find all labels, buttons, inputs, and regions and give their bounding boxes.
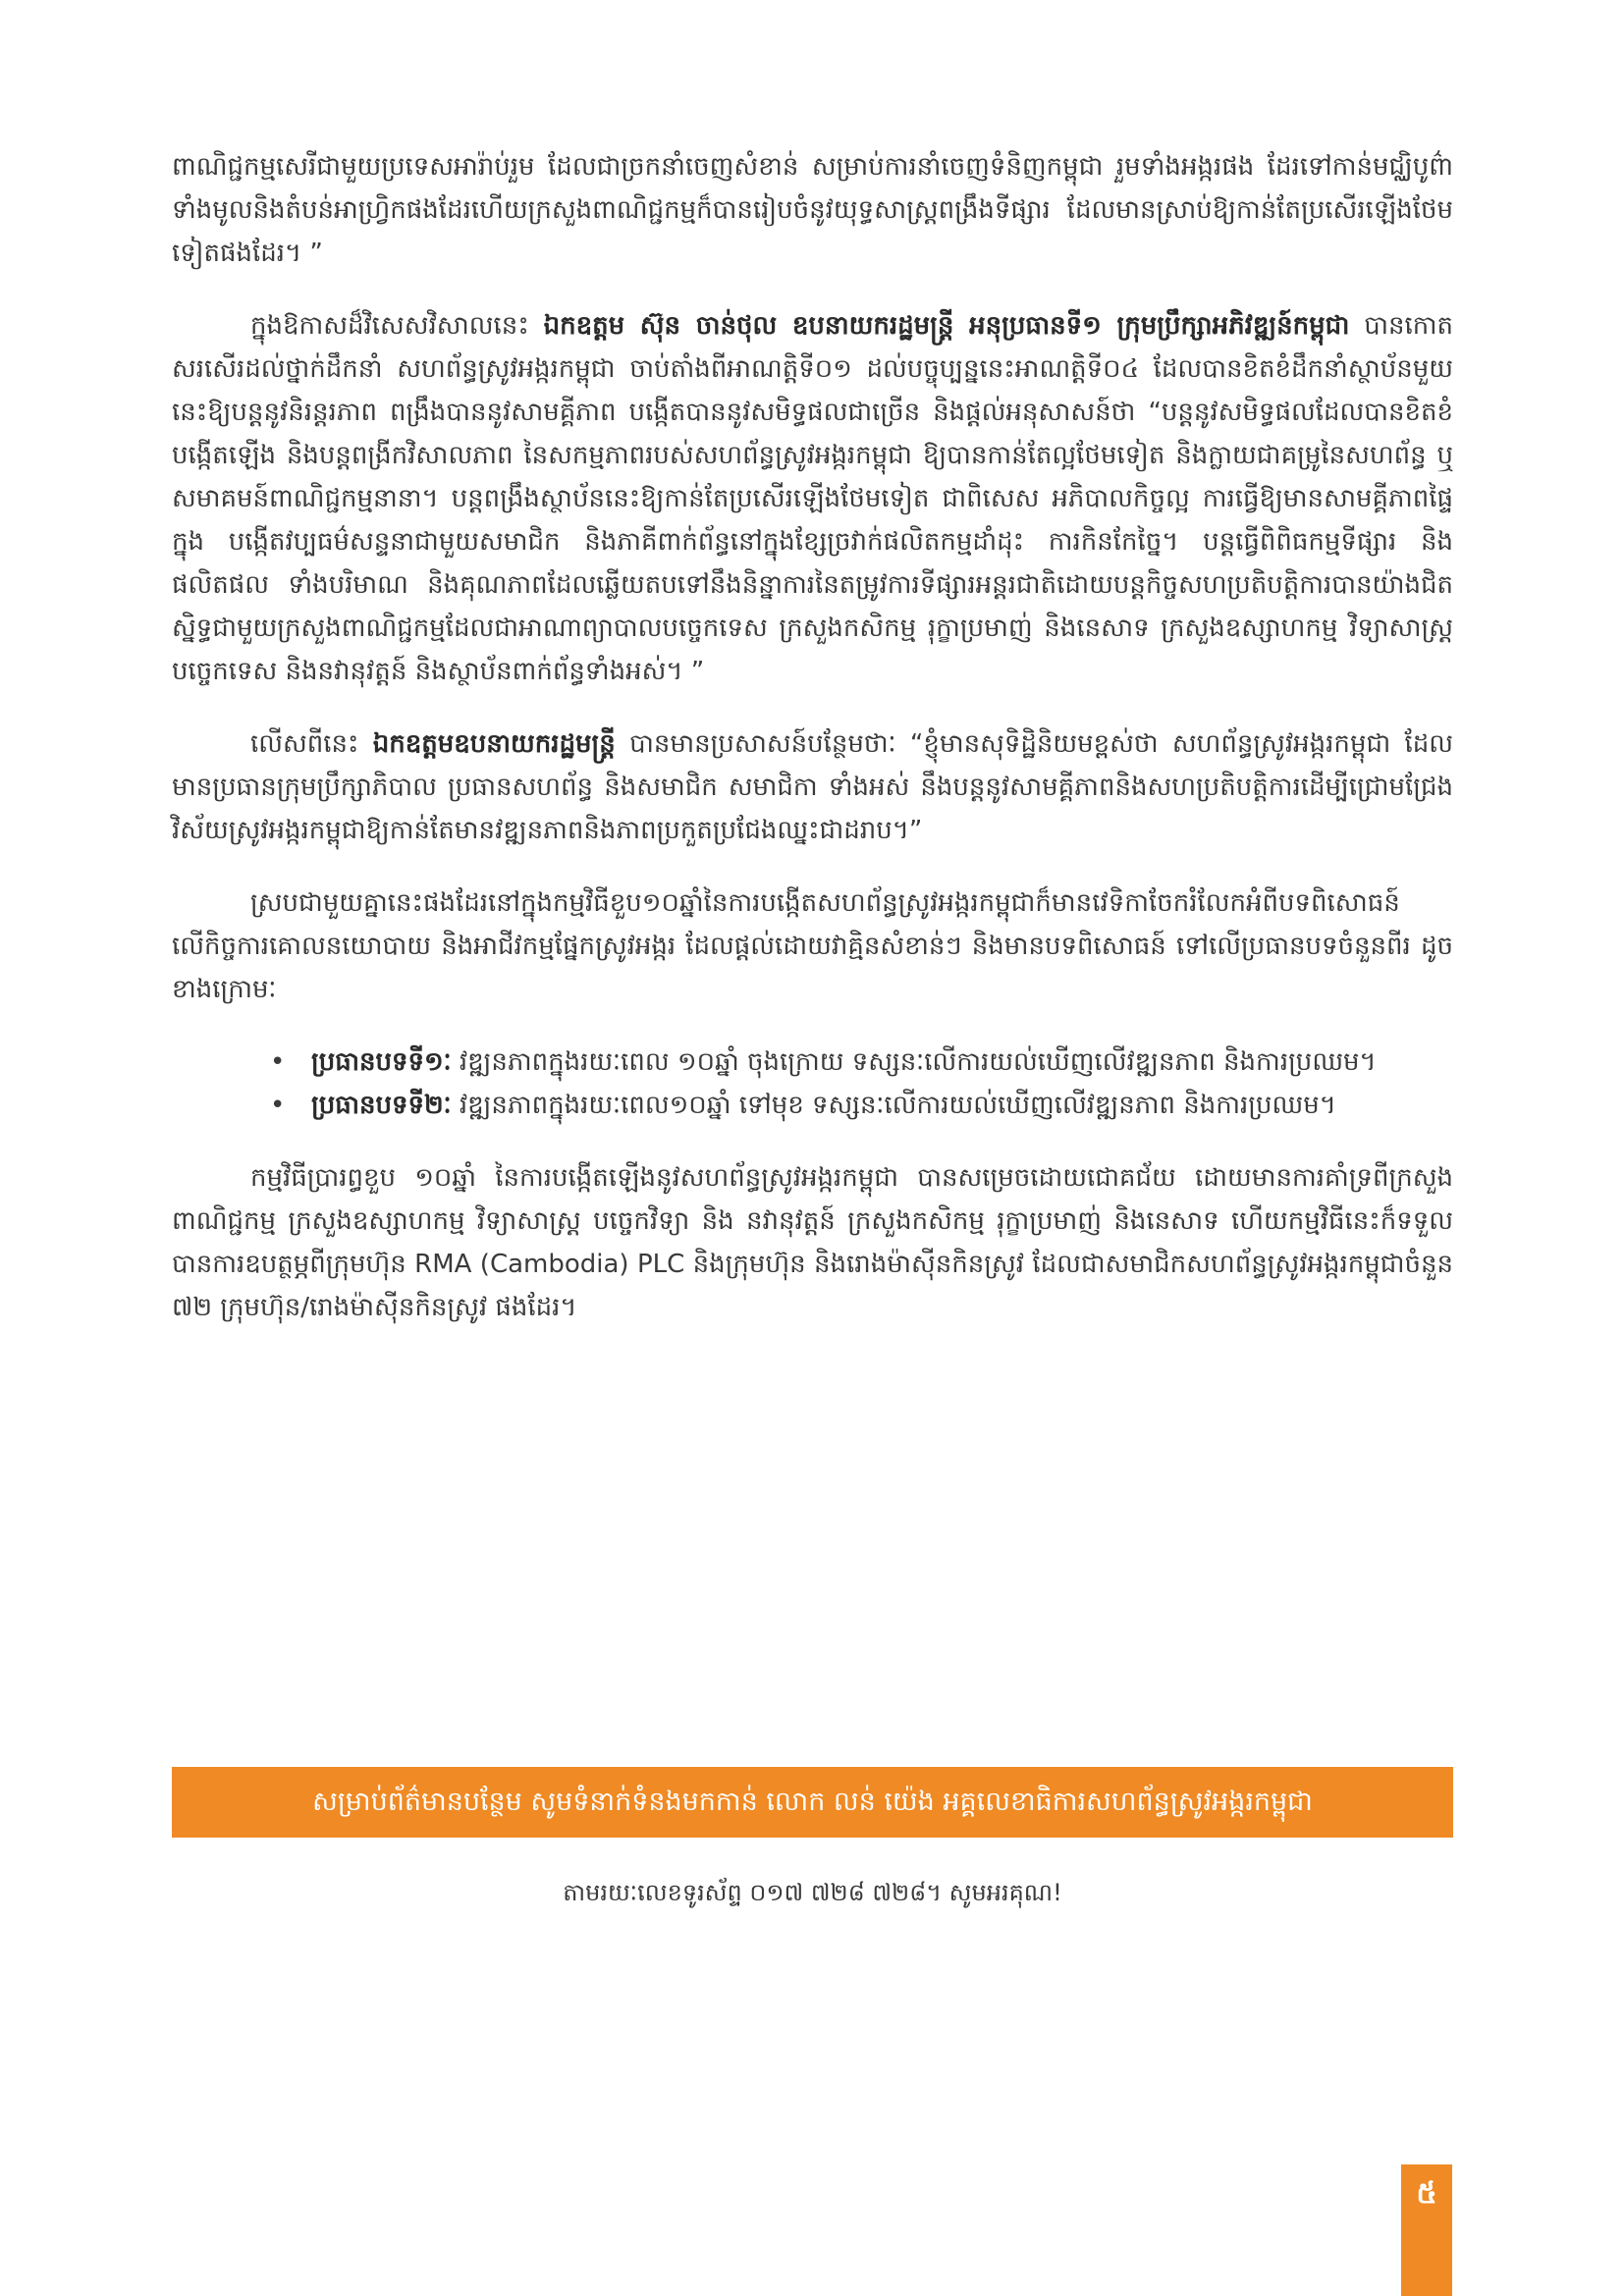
speaker-title: ឯកឧត្តមឧបនាយករដ្ឋមន្ត្រី [372,729,616,759]
article-body [172,145,1453,1359]
paragraph-text: បានកោតសរសើរដល់ថ្នាក់ដឹកនាំ សហព័ន្ធស្រូវអង្ករកម្ពុជា ចាប់តាំងពីអាណត្តិទី០១ ដល់បច្ចុប្បន្ននេះអាណត្តិទី០៤ ដែលបានខិតខំដឹកនាំស្ថាប័នមួយនេះឱ្យបន្តនូវនិរន្តរភាព ពង្រឹងបាននូវសាមគ្គីភាព បង្កើតបាននូវសមិទ្ធផលជាច្រើន និងផ្តល់អនុសាសន៍ថា “បន្តនូវសមិទ្ធផលដែលបានខិតខំបង្កើតឡើង និងបន្តពង្រីកវិសាលភាព នៃសកម្មភាពរបស់សហព័ន្ធស្រូវអង្ករកម្ពុជា ឱ្យបានកាន់តែល្អថែមទៀត និងក្លាយជាគម្រូនៃសហព័ន្ធ ឬសមាគមន៍ពាណិជ្ជកម្មនានា។ បន្តពង្រឹងស្ថាប័ននេះឱ្យកាន់តែប្រសើរឡើងថែមទៀត ជាពិសេស អភិបាលកិច្ចល្អ ការធ្វើឱ្យមានសាមគ្គីភាពផ្ទៃក្នុង បង្កើតវប្បធម៌សន្ទនាជាមួយសមាជិក និងភាគីពាក់ព័ន្ធនៅក្នុងខ្សែច្រវាក់ផលិតកម្មដាំដុះ ការកិនកែច្នៃ។ បន្តធ្វើពិពិធកម្មទីផ្សារ និងផលិតផល ទាំងបរិមាណ និងគុណភាពដែលឆ្លើយតបទៅនឹងនិន្នាការនៃតម្រូវការទីផ្សារអន្តរជាតិដោយបន្តកិច្ចសហប្រតិបត្តិការបានយ៉ាងជិតស្និទ្ធជាមួយក្រសួងពាណិជ្ជកម្មដែលជាអាណាព្យាបាលបច្ចេកទេស ក្រសួងកសិកម្ម រុក្ខាប្រមាញ់ និងនេសាទ ក្រសួងឧស្សាហកម្ម វិទ្យាសាស្ត្រ បច្ចេកទេស និងនវានុវត្តន៍ និងស្ថាប័នពាក់ព័ន្ធទាំងអស់។ ” [172,311,1453,686]
speaker-title: ឯកឧត្តម ស៊ុន ចាន់ថុល ឧបនាយករដ្ឋមន្ត្រី អនុប្រធានទី១ ក្រុមប្រឹក្សាអភិវឌ្ឍន៍កម្ពុជា [543,311,1350,341]
paragraph-forum-intro [172,881,1453,1011]
paragraph-intro: លើសពីនេះ [250,729,373,759]
footer-text: តាមរយៈលេខទូរស័ព្ទ ០១៧ ៧២៨ ៧២៨។ សូមអរគុណ! [563,1879,1062,1906]
paragraph-intro: ក្នុងឱកាសដ៏វិសេសវិសាលនេះ [250,311,544,341]
paragraph-deputy-pm-praise [172,304,1453,693]
list-item [172,1041,1453,1084]
page-number: ៥ [1401,2164,1452,2296]
topic-text: វឌ្ឍនភាពក្នុងរយៈពេល១០ឆ្នាំ ទៅមុខ ទស្សនៈលើការយល់ឃើញលើវឌ្ឍនភាព និងការប្រឈម។ [451,1091,1336,1120]
paragraph-text: ពាណិជ្ជកម្មសេរីជាមួយប្រទេសអារ៉ាប់រួម ដែលជាច្រកនាំចេញសំខាន់ សម្រាប់ការនាំចេញទំនិញកម្ពុជា រួមទាំងអង្ករផង ដែរទៅកាន់មជ្ឈិបូព៌ាទាំងមូលនិងតំបន់អាហ្វ្រិកផងដែរហើយក្រសួងពាណិជ្ជកម្មក៏បានរៀបចំនូវយុទ្ធសាស្រ្តពង្រឹងទីផ្សារ ដែលមានស្រាប់ឱ្យកាន់តែប្រសើរឡើងថែមទៀតផងដែរ។ ” [172,152,1453,268]
paragraph-trade-agreement [172,145,1453,275]
paragraph-optimism-quote [172,722,1453,852]
topics-list [172,1041,1453,1127]
bullet-marker: • [270,1091,286,1120]
paragraph-text: ស្របជាមួយគ្នានេះផងដែរនៅក្នុងកម្មវិធីខួប១០ឆ្នាំនៃការបង្កើតសហព័ន្ធស្រូវអង្ករកម្ពុជាក៏មានវេទិកាចែករំលែកអំពីបទពិសោធន៍លើកិច្ចការគោលនយោបាយ និងអាជីវកម្មផ្នែកស្រូវអង្ករ ដែលផ្តល់ដោយវាគ្មិនសំខាន់ៗ និងមានបទពិសោធន៍ ទៅលើប្រធានបទចំនួនពីរ ដូចខាងក្រោមៈ [172,888,1453,1004]
bullet-marker: • [270,1047,286,1077]
paragraph-text: បានមានប្រសាសន៍បន្ថែមថាៈ “ខ្ញុំមានសុទិដ្ឋិនិយមខ្ពស់ថា សហព័ន្ធស្រូវអង្ករកម្ពុជា ដែលមានប្រធានក្រុមប្រឹក្សាភិបាល ប្រធានសហព័ន្ធ និងសមាជិក សមាជិកា ទាំងអស់ នឹងបន្តនូវសាមគ្គីភាពនិងសហប្រតិបត្តិការដើម្បីជ្រោមជ្រែងវិស័យស្រូវអង្ករកម្ពុជាឱ្យកាន់តែមានវឌ្ឍនភាពនិងភាពប្រកួតប្រជែងឈ្នះជាដរាប។” [172,729,1453,845]
paragraph-text: កម្មវិធីប្រារព្ធខួប ១០ឆ្នាំ នៃការបង្កើតឡើងនូវសហព័ន្ធស្រូវអង្ករកម្ពុជា បានសម្រេចដោយជោគជ័យ ដោយមានការគាំទ្រពីក្រសួងពាណិជ្ជកម្ម ក្រសួងឧស្សាហកម្ម វិទ្យាសាស្ត្រ បច្ចេកវិទ្យា និង នវានុវត្តន៍ ក្រសួងកសិកម្ម រុក្ខាប្រមាញ់ និងនេសាទ ហើយកម្មវិធីនេះក៏ទទួលបានការឧបត្ថម្ភពីក្រុមហ៊ុន RMA (Cambodia) PLC និងក្រុមហ៊ុន និងរោងម៉ាស៊ីនកិនស្រូវ ដែលជាសមាជិកសហព័ន្ធស្រូវអង្ករកម្ពុជាចំនួន ៧២ ក្រុមហ៊ុន/រោងម៉ាស៊ីនកិនស្រូវ ផងដែរ។ [172,1163,1453,1322]
topic-title: ប្រធានបទទី១ៈ [311,1047,452,1077]
contact-banner [172,1767,1453,1838]
list-item [172,1084,1453,1127]
banner-text: សម្រាប់ព័ត៌មានបន្ថែម សូមទំនាក់ទំនងមកកាន់ លោក លន់ យ៉េង អគ្គលេខាធិការសហព័ន្ធស្រូវអង្ករកម្ពុជា [312,1787,1313,1817]
contact-phone-note [172,1873,1453,1912]
paragraph-event-success [172,1156,1453,1329]
topic-text: វឌ្ឍនភាពក្នុងរយៈពេល ១០ឆ្នាំ ចុងក្រោយ ទស្សនៈលើការយល់ឃើញលើវឌ្ឍនភាព និងការប្រឈម។ [451,1047,1377,1077]
topic-title: ប្រធានបទទី២ៈ [311,1091,452,1120]
